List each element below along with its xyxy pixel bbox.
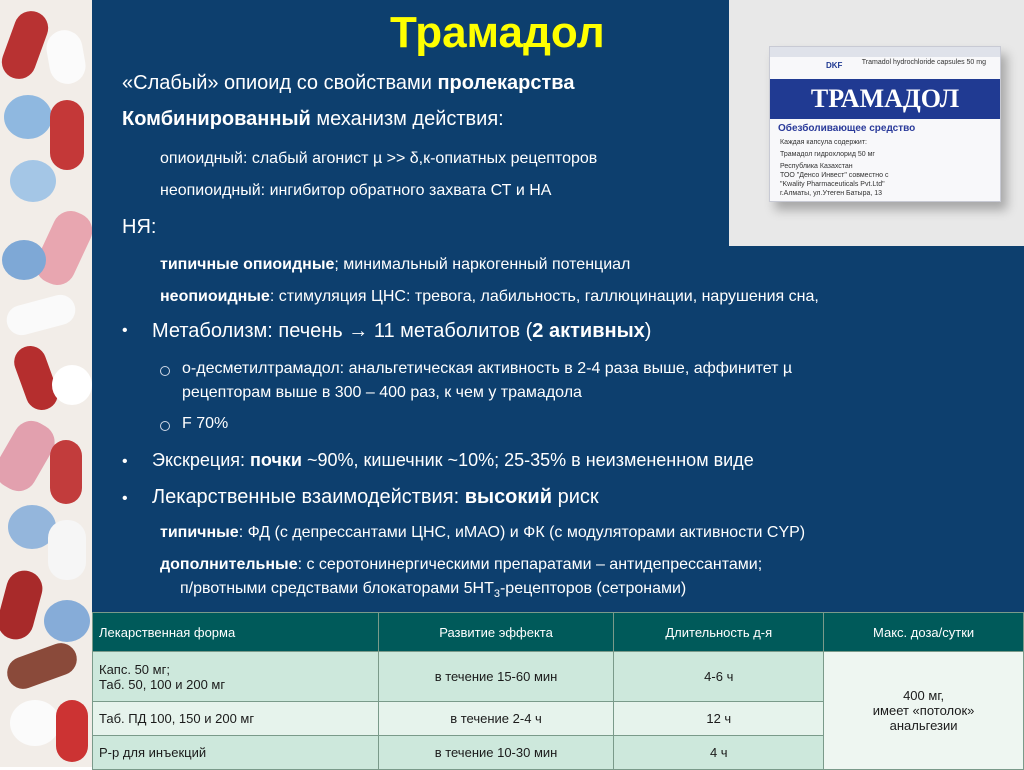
text-segment: : ФД (с депрессантами ЦНС, иМАО) и ФК (с модуляторами активности CYP) [238, 524, 806, 541]
line-typical-opioid [160, 256, 630, 274]
text-bold: типичные [160, 524, 239, 541]
package-photo [729, 0, 1024, 246]
text-segment: ~90%, кишечник ~10%; 25-35% в неизмененном виде [301, 450, 754, 470]
pill-brown [3, 639, 82, 694]
cell-text: Капс. 50 мг; [99, 661, 170, 677]
bullet: • [122, 490, 128, 507]
package-line: Трамадол гидрохлорид 50 мг [780, 151, 875, 158]
line-combined-mechanism [122, 108, 504, 131]
package-line: г.Алматы, ул.Утеген Батыра, 13 [780, 190, 883, 197]
table-cell-onset: в течение 15-60 мин [378, 652, 614, 702]
tablet-white [10, 700, 60, 746]
table-header: Макс. доза/сутки [824, 613, 1024, 652]
text-segment: механизм действия: [310, 108, 504, 130]
line-weak-opioid [122, 72, 574, 95]
table-header: Развитие эффекта [378, 613, 614, 652]
package-line: "Kwality Pharmaceuticals Pvt.Ltd" [780, 181, 885, 188]
text-subscript: 3 [493, 588, 500, 601]
line-side-effects: НЯ: [122, 216, 157, 238]
table-cell-form: Р-р для инъекций [93, 736, 379, 770]
table-header: Длительность д-я [614, 613, 824, 652]
package-line: ТОО "Денсо Инвест" совместно с [780, 172, 889, 179]
sub-bullet [160, 421, 170, 431]
text-segment: «Слабый» опиоид со свойствами [122, 72, 438, 94]
pill-white [48, 520, 86, 580]
text-segment: ) [644, 320, 652, 342]
cell-text: 400 мг, [903, 688, 945, 703]
line-excretion [152, 450, 754, 471]
text-bold: пролекарства [437, 72, 575, 94]
text-segment: п/рвотными средствами блокаторами 5НТ [180, 580, 494, 597]
dosage-table [92, 612, 1024, 770]
package-brand: ТРАМАДОЛ [770, 79, 1000, 119]
bullet: • [122, 322, 128, 339]
box-top-face [770, 47, 1000, 57]
pill-red [0, 6, 53, 83]
text-segment: : с серотонинергическими препаратами – антидепрессантами; [297, 556, 763, 573]
text-bold: почки [250, 450, 302, 470]
text-bold: 2 активных [532, 320, 645, 342]
line-nonopioid-effects [160, 288, 819, 306]
page-title: Трамадол [390, 8, 605, 57]
table-cell-form [93, 652, 379, 702]
text-segment: ; минимальный наркогенный потенциал [334, 256, 631, 273]
pills-photo [0, 0, 92, 767]
line-interactions [152, 486, 599, 509]
tablet-blue [4, 95, 52, 139]
package-line: Каждая капсула содержит: [780, 139, 867, 146]
text-segment: -рецепторов (сетронами) [499, 580, 687, 597]
package-subtitle: Обезболивающее средство [778, 123, 916, 134]
package-line: Республика Казахстан [780, 163, 853, 170]
table-row [93, 652, 1024, 702]
text-bold: высокий [464, 486, 553, 508]
table-header-row [93, 613, 1024, 652]
package-box [769, 46, 1001, 202]
text-bold: типичные опиоидные [160, 256, 335, 273]
pill-red [56, 700, 88, 762]
text-segment: Экскреция: [152, 450, 251, 470]
text-bold: Комбинированный [122, 108, 311, 130]
pill-white [3, 291, 78, 338]
text-bold: неопиоидные [160, 288, 270, 305]
line-additional-interactions [160, 556, 762, 574]
table-cell-form: Таб. ПД 100, 150 и 200 мг [93, 702, 379, 736]
text-segment: Метаболизм: печень → 11 метаболитов ( [152, 320, 533, 342]
line-nonopioid: неопиоидный: ингибитор обратного захвата СТ и НА [160, 182, 552, 199]
text-segment: Лекарственные взаимодействия: [152, 486, 465, 508]
pill-white [44, 27, 89, 86]
line-bioavailability: F 70% [182, 415, 229, 432]
cell-text: Таб. 50, 100 и 200 мг [99, 676, 226, 692]
line-odesmethyl-2: рецепторам выше в 300 – 400 раз, к чем у трамадола [182, 384, 582, 401]
tablet-blue [10, 160, 56, 202]
line-odesmethyl-1: о-десметилтрамадол: анальгетическая активность в 2-4 раза выше, аффинитет µ [182, 360, 793, 377]
sub-bullet [160, 366, 170, 376]
table-cell-onset: в течение 2-4 ч [378, 702, 614, 736]
tablet-white [52, 365, 92, 405]
line-metabolism [152, 320, 651, 343]
table-cell-onset: в течение 10-30 мин [378, 736, 614, 770]
table-cell-duration: 4 ч [614, 736, 824, 770]
text-bold: дополнительные [160, 556, 298, 573]
table-cell-max-dose [824, 652, 1024, 770]
pill-red [50, 440, 82, 504]
bullet: • [122, 453, 128, 470]
tablet-blue [2, 240, 46, 280]
pill-red [0, 567, 46, 644]
package-small-label: Tramadol hydrochloride capsules 50 mg [861, 59, 986, 66]
line-typical-interactions [160, 524, 805, 542]
line-opioid: опиоидный: слабый агонист µ >> δ,к-опиатных рецепторов [160, 150, 598, 167]
tablet-blue [44, 600, 90, 642]
package-logo: DKF [826, 61, 843, 70]
table-cell-duration: 4-6 ч [614, 652, 824, 702]
table-cell-duration: 12 ч [614, 702, 824, 736]
pill-red [50, 100, 84, 170]
table-header: Лекарственная форма [93, 613, 379, 652]
line-additional-interactions-2 [180, 580, 686, 600]
text-segment: : стимуляция ЦНС: тревога, лабильность, галлюцинации, нарушения сна, [269, 288, 819, 305]
text-segment: риск [552, 486, 599, 508]
cell-text: анальгезии [889, 718, 958, 733]
cell-text: имеет «потолок» [872, 703, 975, 718]
